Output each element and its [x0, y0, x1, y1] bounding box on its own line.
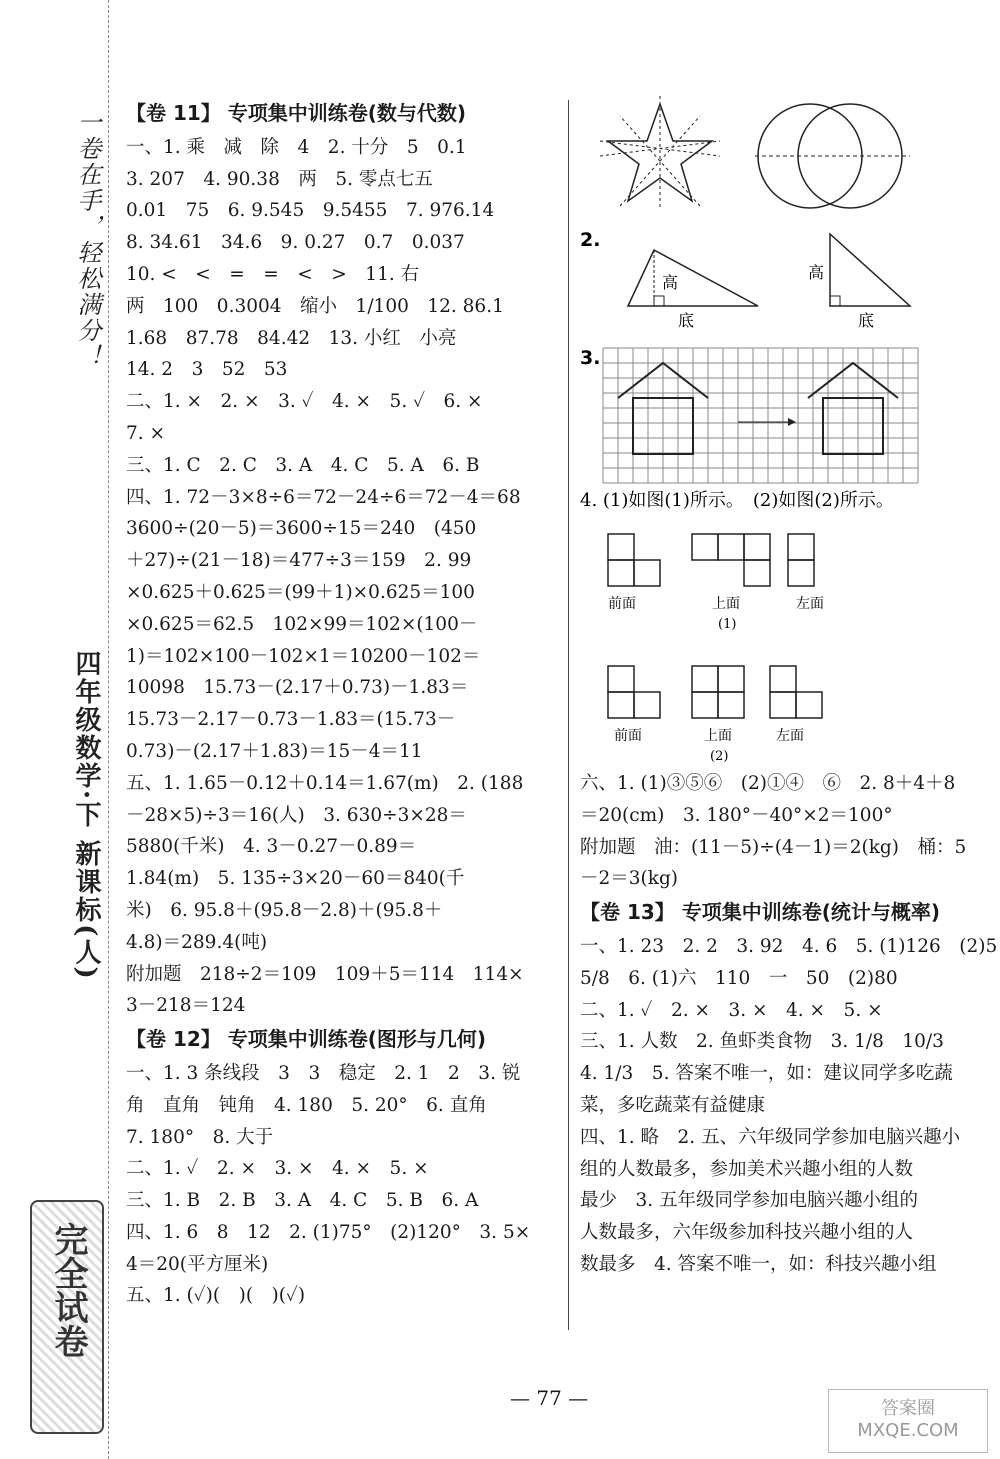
- view2-caption: (2): [710, 749, 729, 764]
- right-column: [580, 768, 998, 1281]
- base-label-1: 底: [678, 311, 695, 330]
- answer-line: 7. 180° 8. 大于: [126, 1126, 274, 1148]
- brand-logo: [30, 1200, 104, 1434]
- view2-left: 左面: [776, 728, 804, 744]
- answer-line: 1.68 87.78 84.42 13. 小红 小亮: [126, 327, 457, 349]
- view1-top: 上面: [712, 596, 740, 612]
- answer-line: 3. 207 4. 90.38 两 5. 零点七五: [126, 168, 433, 190]
- views-set-2: [608, 666, 822, 718]
- answer-line: 四、1. 略 2. 五、六年级同学参加电脑兴趣小: [580, 1126, 961, 1148]
- answer-line: ×0.625＋0.625＝(99＋1)×0.625＝100: [126, 581, 475, 603]
- answer-line: 二、1. ✓ 2. × 3. × 4. × 5. ×: [126, 1158, 429, 1180]
- book-title: 四年级数学·下 新课标(人): [71, 650, 101, 981]
- triangle-right: [830, 234, 910, 306]
- answer-line: 三、1. C 2. C 3. A 4. C 5. A 6. B: [126, 454, 480, 476]
- answer-line: 1)＝102×100－102×1＝10200－102＝: [126, 645, 481, 667]
- answer-line: 人数最多，六年级参加科技兴趣小组的人: [580, 1222, 914, 1244]
- answer-line: 组的人数最多，参加美术兴趣小组的人数: [580, 1158, 914, 1180]
- figures-area: [580, 96, 990, 766]
- answer-line: 六、1. (1)③⑤⑥ (2)①④ ⑥ 2. 8＋4＋8: [580, 773, 956, 794]
- slogan: 一卷在手，轻松满分！: [73, 110, 101, 370]
- arrow-head: [788, 418, 796, 426]
- answer-line: 一、1. 23 2. 2 3. 92 4. 6 5. (1)126 (2)5: [580, 935, 998, 957]
- figures-svg: [580, 96, 990, 766]
- triangle-obtuse: [628, 250, 758, 306]
- view2-front: 前面: [614, 728, 642, 744]
- answer-line: 5/8 6. (1)六 110 一 50 (2)80: [580, 967, 898, 989]
- answer-line: 4＝20(平方厘米): [126, 1253, 269, 1275]
- answer-line: 10098 15.73－(2.17＋0.73)－1.83＝: [126, 677, 469, 699]
- answer-line: 4. 1/3 5. 答案不唯一，如：建议同学多吃蔬: [580, 1063, 953, 1085]
- section-heading: 【卷 11】 专项集中训练卷(数与代数): [126, 101, 467, 125]
- view1-left: 左面: [796, 596, 824, 612]
- answer-line: 3600÷(20－5)＝3600÷15＝240 (450: [126, 518, 477, 540]
- watermark: 答案圈 MXQE.COM: [828, 1389, 988, 1453]
- base-label-2: 底: [858, 311, 875, 330]
- answer-line: 四、1. 72－3×8÷6＝72－24÷6＝72－4＝68: [126, 486, 521, 508]
- answer-line: 最少 3. 五年级同学参加电脑兴趣小组的: [580, 1190, 919, 1212]
- brand-text: 完全试卷: [48, 1222, 88, 1358]
- answer-line: 五、1. (✓)( )( )(✓): [126, 1285, 306, 1307]
- views-set-1: [608, 534, 814, 586]
- answer-line: 8. 34.61 34.6 9. 0.27 0.7 0.037: [126, 232, 465, 254]
- q2-label: 2.: [580, 229, 601, 251]
- answer-line: 菜，多吃蔬菜有益健康: [580, 1094, 766, 1116]
- answer-line: 附加题 油：(11－5)÷(4－1)＝2(kg) 桶：5: [580, 836, 967, 858]
- answer-line: 0.73)－(2.17＋1.83)＝15－4＝11: [126, 740, 423, 762]
- answer-line: 7. ×: [126, 422, 166, 444]
- answer-line: 三、1. B 2. B 3. A 4. C 5. B 6. A: [126, 1190, 479, 1212]
- answer-line: 1.84(m) 5. 135÷3×20－60＝840(千: [126, 868, 465, 890]
- circles-figure: [755, 104, 910, 208]
- answer-line: 角 直角 钝角 4. 180 5. 20° 6. 直角: [126, 1094, 487, 1116]
- answer-line: －28×5)÷3＝16(人) 3. 630÷3×28＝: [126, 804, 467, 826]
- answer-line: 三、1. 人数 2. 鱼虾类食物 3. 1/8 10/3: [580, 1031, 944, 1053]
- answer-line: 4.8)＝289.4(吨): [126, 931, 268, 953]
- height-label-1: 高: [662, 273, 679, 292]
- answer-line: ×0.625＝62.5 102×99＝102×(100－: [126, 613, 478, 635]
- answer-line: 5880(千米) 4. 3－0.27－0.89＝: [126, 836, 417, 858]
- answer-line: 附加题 218÷2＝109 109＋5＝114 114×: [126, 963, 524, 985]
- spine: [0, 0, 110, 1459]
- view2-top: 上面: [704, 728, 732, 744]
- view1-front: 前面: [608, 596, 636, 612]
- answer-line: 二、1. ✓ 2. × 3. × 4. × 5. ×: [580, 999, 883, 1021]
- view1-caption: (1): [718, 617, 737, 632]
- answer-line: 0.01 75 6. 9.545 9.5455 7. 976.14: [126, 200, 495, 222]
- answer-line: 数最多 4. 答案不唯一，如：科技兴趣小组: [580, 1253, 937, 1275]
- section-heading: 【卷 12】 专项集中训练卷(图形与几何): [126, 1027, 487, 1052]
- q3-label: 3.: [580, 347, 601, 369]
- answer-line: ＋27)÷(21－18)＝477÷3＝159 2. 99: [126, 550, 472, 572]
- answer-line: 四、1. 6 8 12 2. (1)75° (2)120° 3. 5×: [126, 1221, 531, 1243]
- answer-line: 一、1. 3 条线段 3 3 稳定 2. 1 2 3. 锐: [126, 1062, 521, 1084]
- answer-line: 二、1. × 2. × 3. ✓ 4. × 5. ✓ 6. ×: [126, 391, 483, 413]
- answer-line: 两 100 0.3004 缩小 1/100 12. 86.1: [126, 295, 504, 317]
- q4-text: 4. (1)如图(1)所示。 (2)如图(2)所示。: [580, 490, 894, 511]
- grid-figure: [603, 348, 918, 483]
- answer-line: 14. 2 3 52 53: [126, 359, 288, 381]
- column-divider: [568, 100, 569, 1330]
- star-figure: [600, 96, 720, 208]
- answer-line: －2＝3(kg): [580, 868, 679, 890]
- left-column: [126, 96, 566, 1312]
- answer-line: 10. < < = = < > 11. 右: [126, 263, 420, 285]
- answer-line: 15.73－2.17－0.73－1.83＝(15.73－: [126, 709, 456, 731]
- height-label-2: 高: [808, 263, 825, 282]
- answer-line: 米) 6. 95.8＋(95.8－2.8)＋(95.8＋: [126, 899, 443, 921]
- answer-line: 3－218＝124: [126, 995, 246, 1017]
- spine-dashed-line: [108, 0, 109, 1459]
- answer-line: 一、1. 乘 减 除 4 2. 十分 5 0.1: [126, 136, 467, 158]
- answer-line: 五、1. 1.65－0.12＋0.14＝1.67(m) 2. (188: [126, 772, 524, 794]
- page-number: — 77 —: [510, 1386, 589, 1410]
- answer-line: ＝20(cm) 3. 180°－40°×2＝100°: [580, 804, 893, 826]
- section-heading: 【卷 13】 专项集中训练卷(统计与概率): [580, 900, 941, 925]
